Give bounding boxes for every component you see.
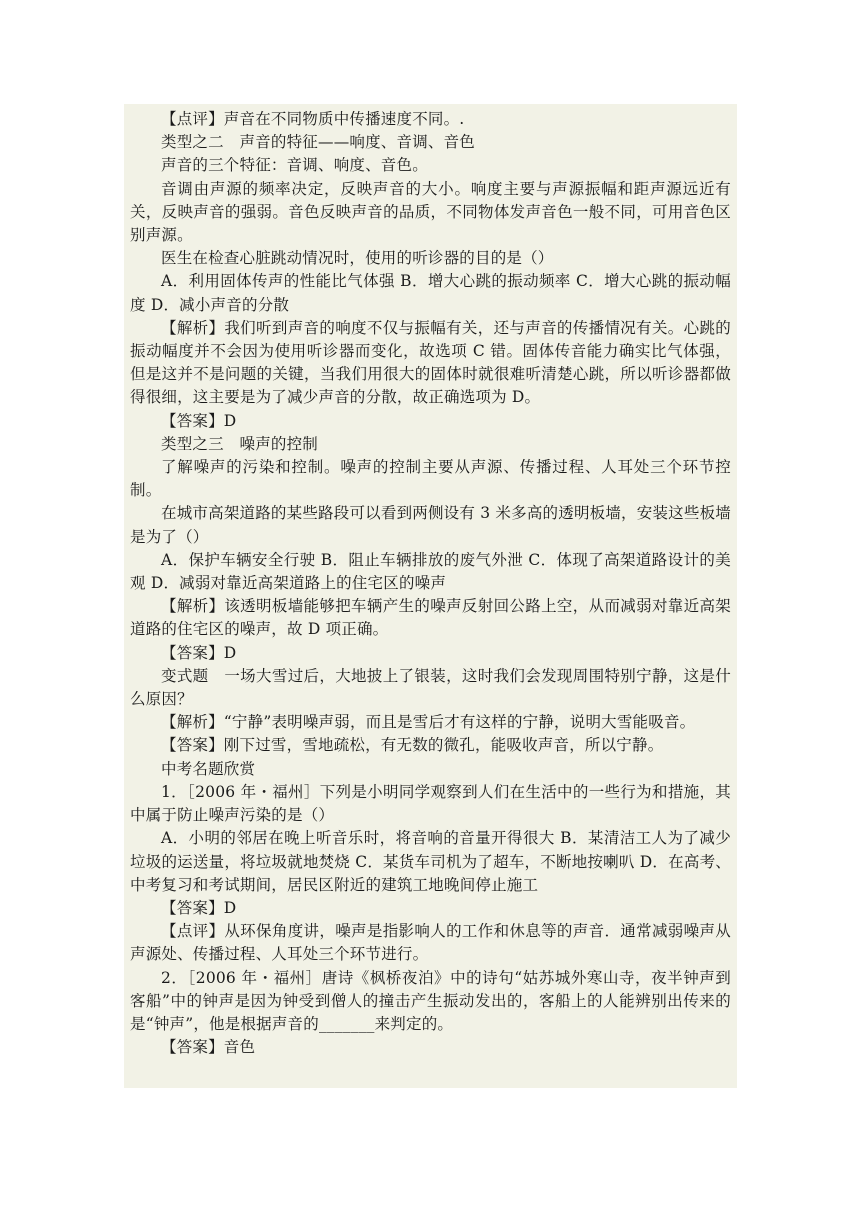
paragraph-sound-features: 声音的三个特征：音调、响度、音色。 bbox=[161, 156, 428, 175]
answer-stethoscope: 【答案】D bbox=[161, 411, 237, 430]
analysis-stethoscope: 【解析】我们听到声音的响度不仅与振幅有关，还与声音的传播情况有关。心跳的振动幅度并不会因为使用听诊器而变化，故选项 C 错。固体传音能力确实比气体强，但是这并不是问题的关键，当我们用很大的固体时就很难听清楚心跳，所以听诊器都做得很细，这主要是为了减少声音的分散，故正确选项为 D。 bbox=[130, 318, 731, 407]
exam-question-1-options: A．小明的邻居在晚上听音乐时，将音响的音量开得很大 B．某清洁工人为了减少垃圾的运送量，将垃圾就地焚烧 C．某货车司机为了超车，不断地按喇叭 D．在高考、中考复习和考试期间，居民区附近的建筑工地晚间停止施工 bbox=[130, 829, 731, 894]
question-barrier-wall: 在城市高架道路的某些路段可以看到两侧设有 3 米多高的透明板墙，安装这些板墙是为了（） bbox=[130, 504, 731, 546]
exam-question-1: 1．［2006 年・福州］下列是小明同学观察到人们在生活中的一些行为和措施，其中属于防止噪声污染的是（） bbox=[130, 782, 731, 825]
comment-exam-1: 【点评】从环保角度讲，噪声是指影响人的工作和休息等的声音．通常减弱噪声从声源处、传播过程、人耳处三个环节进行。 bbox=[130, 922, 731, 964]
answer-snow: 【答案】刚下过雪，雪地疏松，有无数的微孔，能吸收声音，所以宁静。 bbox=[161, 736, 664, 755]
paragraph-noise-control: 了解噪声的污染和控制。噪声的控制主要从声源、传播过程、人耳处三个环节控制。 bbox=[130, 458, 731, 500]
section-heading-exam-questions: 中考名题欣赏 bbox=[161, 759, 256, 778]
section-heading-type-2: 类型之二 声音的特征——响度、音调、音色 bbox=[161, 133, 476, 152]
paragraph-sound-explanation: 音调由声源的频率决定，反映声音的大小。响度主要与声源振幅和距声源远近有关，反映声音的强弱。音色反映声音的品质，不同物体发声音色一般不同，可用音色区别声源。 bbox=[130, 179, 731, 245]
question-stethoscope-options: A．利用固体传声的性能比气体强 B．增大心跳的振动频率 C．增大心跳的振动幅度 D．减小声音的分散 bbox=[130, 272, 731, 314]
section-heading-type-3: 类型之三 噪声的控制 bbox=[161, 434, 319, 453]
answer-exam-1: 【答案】D bbox=[161, 898, 237, 917]
document-content bbox=[124, 104, 737, 1088]
answer-exam-2: 【答案】音色 bbox=[161, 1038, 256, 1057]
exam-question-2: 2．［2006 年・福州］唐诗《枫桥夜泊》中的诗句“姑苏城外寒山寺，夜半钟声到客船”中的钟声是因为钟受到僧人的撞击产生振动发出的，客船上的人能辨别出传来的是“钟声”，他是根据声音的_______来判定的。 bbox=[130, 968, 731, 1033]
analysis-barrier-wall: 【解析】该透明板墙能够把车辆产生的噪声反射回公路上空，从而减弱对靠近高架道路的住宅区的噪声，故 D 项正确。 bbox=[130, 597, 731, 639]
question-stethoscope: 医生在检查心脏跳动情况时，使用的听诊器的目的是（） bbox=[161, 249, 554, 268]
paragraph-comment-1: 【点评】声音在不同物质中传播速度不同。. bbox=[161, 110, 465, 128]
question-barrier-wall-options: A．保护车辆安全行驶 B．阻止车辆排放的废气外泄 C．体现了高架道路设计的美观 D．减弱对靠近高架道路上的住宅区的噪声 bbox=[130, 550, 731, 593]
analysis-snow: 【解析】“宁静”表明噪声弱，而且是雪后才有这样的宁静，说明大雪能吸音。 bbox=[161, 713, 696, 732]
answer-barrier-wall: 【答案】D bbox=[161, 643, 237, 662]
variant-question-snow: 变式题 一场大雪过后，大地披上了银装，这时我们会发现周围特别宁静，这是什么原因？ bbox=[130, 666, 731, 709]
